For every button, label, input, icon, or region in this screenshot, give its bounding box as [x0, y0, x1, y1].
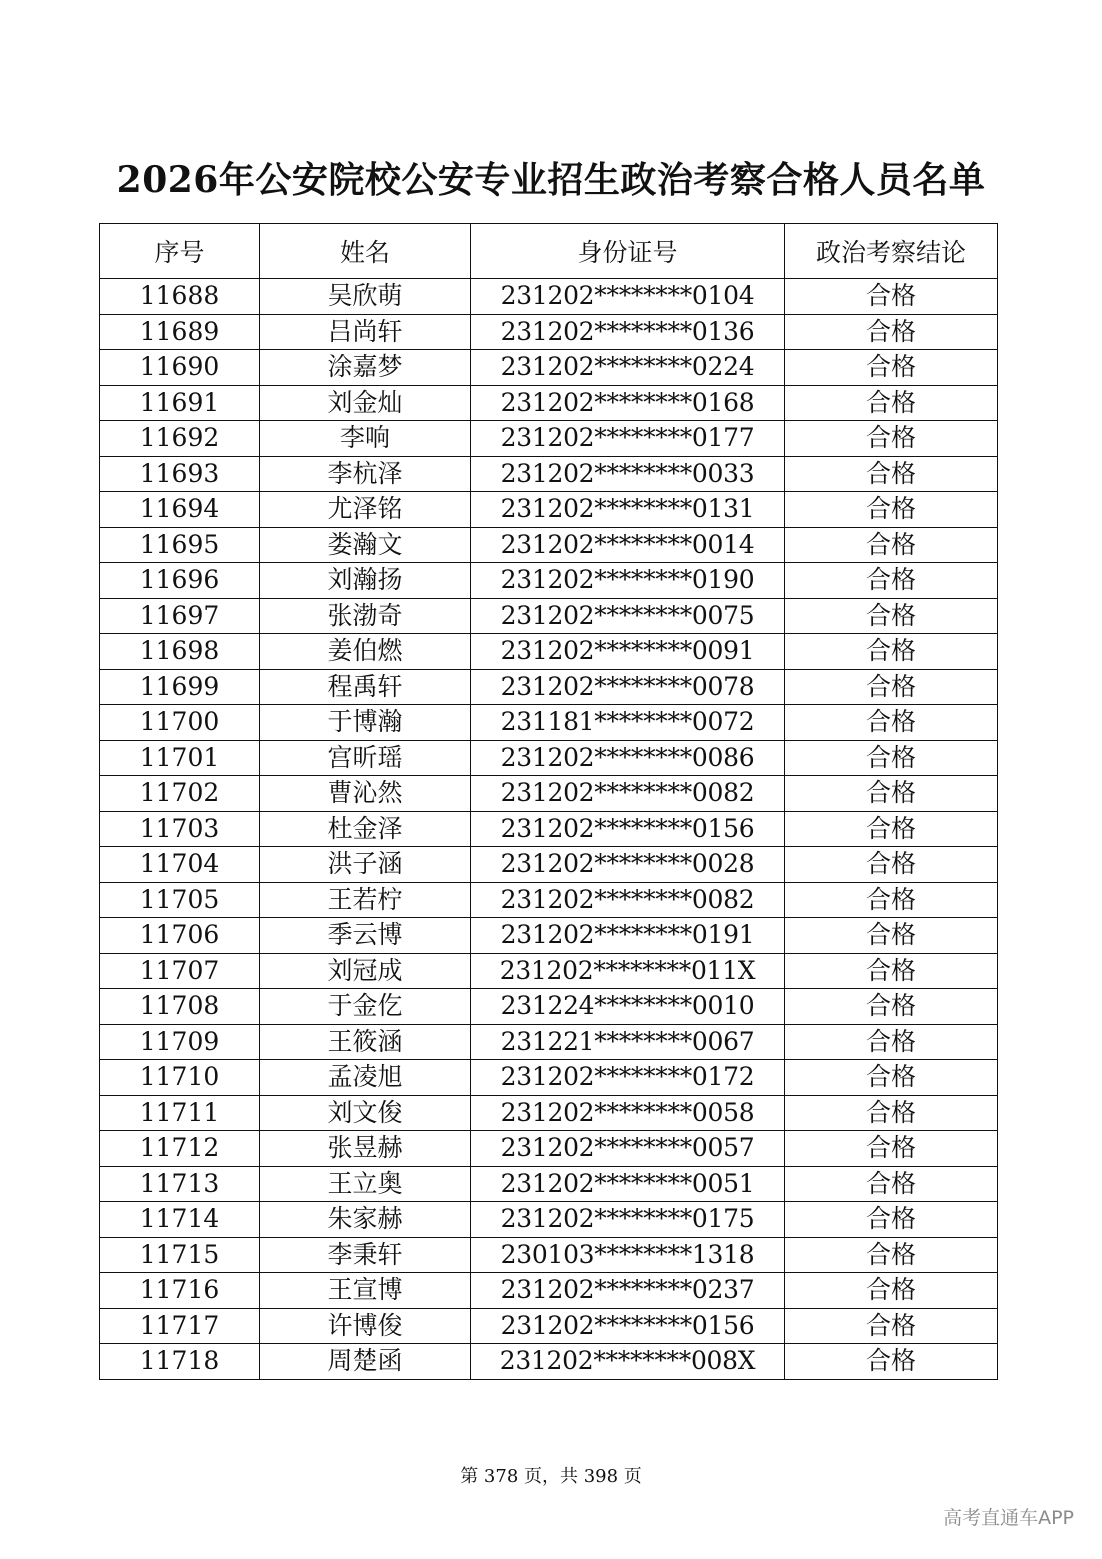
table-row [100, 1131, 998, 1167]
cell-conclusion: 合格 [785, 1024, 998, 1060]
cell-id-number: 231202********0075 [471, 598, 785, 634]
cell-name: 朱家赫 [260, 1202, 471, 1238]
table-row [100, 563, 998, 599]
cell-seq: 11716 [100, 1273, 260, 1309]
table-row [100, 634, 998, 670]
cell-seq: 11708 [100, 989, 260, 1025]
cell-seq: 11694 [100, 492, 260, 528]
cell-id-number: 231202********008X [471, 1344, 785, 1380]
table-row [100, 314, 998, 350]
cell-conclusion: 合格 [785, 563, 998, 599]
cell-conclusion: 合格 [785, 989, 998, 1025]
cell-conclusion: 合格 [785, 1131, 998, 1167]
table-row [100, 456, 998, 492]
cell-seq: 11705 [100, 882, 260, 918]
cell-name: 许博俊 [260, 1308, 471, 1344]
cell-seq: 11714 [100, 1202, 260, 1238]
table-row [100, 1166, 998, 1202]
cell-id-number: 231202********0033 [471, 456, 785, 492]
cell-name: 刘瀚扬 [260, 563, 471, 599]
cell-seq: 11706 [100, 918, 260, 954]
cell-seq: 11710 [100, 1060, 260, 1096]
cell-seq: 11711 [100, 1095, 260, 1131]
cell-name: 李杭泽 [260, 456, 471, 492]
cell-conclusion: 合格 [785, 350, 998, 386]
cell-id-number: 231221********0067 [471, 1024, 785, 1060]
cell-seq: 11693 [100, 456, 260, 492]
cell-seq: 11688 [100, 279, 260, 315]
cell-id-number: 231224********0010 [471, 989, 785, 1025]
table-row [100, 385, 998, 421]
cell-id-number: 231202********0078 [471, 669, 785, 705]
cell-id-number: 231202********0086 [471, 740, 785, 776]
cell-name: 于金仡 [260, 989, 471, 1025]
app-watermark: 高考直通车APP [943, 1507, 1074, 1529]
cell-id-number: 231202********0156 [471, 1308, 785, 1344]
header-name: 姓名 [260, 224, 471, 279]
table-row [100, 882, 998, 918]
table-row [100, 989, 998, 1025]
cell-name: 王立奥 [260, 1166, 471, 1202]
cell-id-number: 231202********0028 [471, 847, 785, 883]
cell-name: 杜金泽 [260, 811, 471, 847]
cell-seq: 11713 [100, 1166, 260, 1202]
cell-conclusion: 合格 [785, 1060, 998, 1096]
table-row [100, 1344, 998, 1380]
cell-seq: 11698 [100, 634, 260, 670]
cell-conclusion: 合格 [785, 740, 998, 776]
cell-id-number: 231202********0237 [471, 1273, 785, 1309]
cell-conclusion: 合格 [785, 279, 998, 315]
cell-conclusion: 合格 [785, 1095, 998, 1131]
cell-name: 曹沁然 [260, 776, 471, 812]
cell-id-number: 231202********0057 [471, 1131, 785, 1167]
table-row [100, 811, 998, 847]
table-row [100, 705, 998, 741]
cell-name: 娄瀚文 [260, 527, 471, 563]
cell-name: 王若柠 [260, 882, 471, 918]
cell-id-number: 231202********0104 [471, 279, 785, 315]
cell-seq: 11703 [100, 811, 260, 847]
cell-name: 周楚函 [260, 1344, 471, 1380]
cell-id-number: 231202********0131 [471, 492, 785, 528]
cell-seq: 11692 [100, 421, 260, 457]
cell-conclusion: 合格 [785, 1166, 998, 1202]
table-row [100, 527, 998, 563]
cell-conclusion: 合格 [785, 1237, 998, 1273]
cell-id-number: 231202********0175 [471, 1202, 785, 1238]
cell-name: 宫昕瑶 [260, 740, 471, 776]
cell-seq: 11715 [100, 1237, 260, 1273]
header-id-number: 身份证号 [471, 224, 785, 279]
table-row [100, 953, 998, 989]
table-row [100, 1095, 998, 1131]
cell-seq: 11699 [100, 669, 260, 705]
cell-id-number: 231181********0072 [471, 705, 785, 741]
cell-conclusion: 合格 [785, 776, 998, 812]
table-row [100, 740, 998, 776]
cell-conclusion: 合格 [785, 527, 998, 563]
header-conclusion: 政治考察结论 [785, 224, 998, 279]
cell-name: 王宣博 [260, 1273, 471, 1309]
cell-seq: 11707 [100, 953, 260, 989]
cell-id-number: 231202********0058 [471, 1095, 785, 1131]
cell-id-number: 231202********0190 [471, 563, 785, 599]
table-row [100, 1273, 998, 1309]
cell-name: 洪子涵 [260, 847, 471, 883]
cell-name: 李秉轩 [260, 1237, 471, 1273]
table-row [100, 279, 998, 315]
cell-seq: 11689 [100, 314, 260, 350]
cell-conclusion: 合格 [785, 705, 998, 741]
cell-name: 程禹轩 [260, 669, 471, 705]
cell-name: 刘文俊 [260, 1095, 471, 1131]
cell-name: 王筱涵 [260, 1024, 471, 1060]
table-row [100, 776, 998, 812]
cell-id-number: 231202********0191 [471, 918, 785, 954]
cell-conclusion: 合格 [785, 669, 998, 705]
page-number: 第 378 页，共 398 页 [460, 1466, 642, 1487]
cell-name: 季云博 [260, 918, 471, 954]
cell-name: 李响 [260, 421, 471, 457]
roster-table [99, 223, 998, 1380]
cell-seq: 11697 [100, 598, 260, 634]
cell-id-number: 231202********0136 [471, 314, 785, 350]
cell-conclusion: 合格 [785, 953, 998, 989]
cell-conclusion: 合格 [785, 1273, 998, 1309]
cell-name: 姜伯燃 [260, 634, 471, 670]
cell-conclusion: 合格 [785, 314, 998, 350]
cell-seq: 11690 [100, 350, 260, 386]
cell-id-number: 231202********0156 [471, 811, 785, 847]
cell-conclusion: 合格 [785, 847, 998, 883]
cell-seq: 11717 [100, 1308, 260, 1344]
table-row [100, 918, 998, 954]
cell-id-number: 231202********0177 [471, 421, 785, 457]
cell-name: 涂嘉梦 [260, 350, 471, 386]
cell-conclusion: 合格 [785, 811, 998, 847]
cell-seq: 11718 [100, 1344, 260, 1380]
table-row [100, 1202, 998, 1238]
cell-name: 刘金灿 [260, 385, 471, 421]
cell-id-number: 231202********0224 [471, 350, 785, 386]
table-row [100, 847, 998, 883]
cell-seq: 11691 [100, 385, 260, 421]
table-body [100, 279, 998, 1380]
table-row [100, 669, 998, 705]
cell-name: 于博瀚 [260, 705, 471, 741]
cell-id-number: 231202********0168 [471, 385, 785, 421]
cell-conclusion: 合格 [785, 492, 998, 528]
cell-seq: 11712 [100, 1131, 260, 1167]
table-row [100, 1060, 998, 1096]
cell-name: 张昱赫 [260, 1131, 471, 1167]
cell-id-number: 231202********0091 [471, 634, 785, 670]
table-row [100, 1024, 998, 1060]
table-row [100, 492, 998, 528]
cell-seq: 11701 [100, 740, 260, 776]
cell-conclusion: 合格 [785, 634, 998, 670]
table-row [100, 598, 998, 634]
cell-conclusion: 合格 [785, 456, 998, 492]
cell-conclusion: 合格 [785, 1344, 998, 1380]
document-title: 2026年公安院校公安专业招生政治考察合格人员名单 [116, 159, 986, 201]
cell-seq: 11700 [100, 705, 260, 741]
table-row [100, 421, 998, 457]
table-row [100, 1237, 998, 1273]
cell-id-number: 231202********011X [471, 953, 785, 989]
cell-name: 尤泽铭 [260, 492, 471, 528]
cell-name: 孟凌旭 [260, 1060, 471, 1096]
header-seq: 序号 [100, 224, 260, 279]
cell-conclusion: 合格 [785, 1202, 998, 1238]
cell-seq: 11709 [100, 1024, 260, 1060]
table-row [100, 350, 998, 386]
cell-seq: 11702 [100, 776, 260, 812]
cell-conclusion: 合格 [785, 598, 998, 634]
cell-id-number: 231202********0082 [471, 882, 785, 918]
table-header [100, 224, 998, 279]
cell-name: 吕尚轩 [260, 314, 471, 350]
cell-conclusion: 合格 [785, 385, 998, 421]
table-row [100, 1308, 998, 1344]
cell-id-number: 231202********0082 [471, 776, 785, 812]
cell-conclusion: 合格 [785, 421, 998, 457]
cell-seq: 11704 [100, 847, 260, 883]
cell-conclusion: 合格 [785, 1308, 998, 1344]
cell-conclusion: 合格 [785, 882, 998, 918]
cell-name: 吴欣萌 [260, 279, 471, 315]
cell-id-number: 231202********0014 [471, 527, 785, 563]
cell-id-number: 231202********0172 [471, 1060, 785, 1096]
cell-name: 张渤奇 [260, 598, 471, 634]
cell-name: 刘冠成 [260, 953, 471, 989]
cell-seq: 11695 [100, 527, 260, 563]
cell-seq: 11696 [100, 563, 260, 599]
cell-id-number: 230103********1318 [471, 1237, 785, 1273]
cell-id-number: 231202********0051 [471, 1166, 785, 1202]
header-row [100, 224, 998, 279]
cell-conclusion: 合格 [785, 918, 998, 954]
